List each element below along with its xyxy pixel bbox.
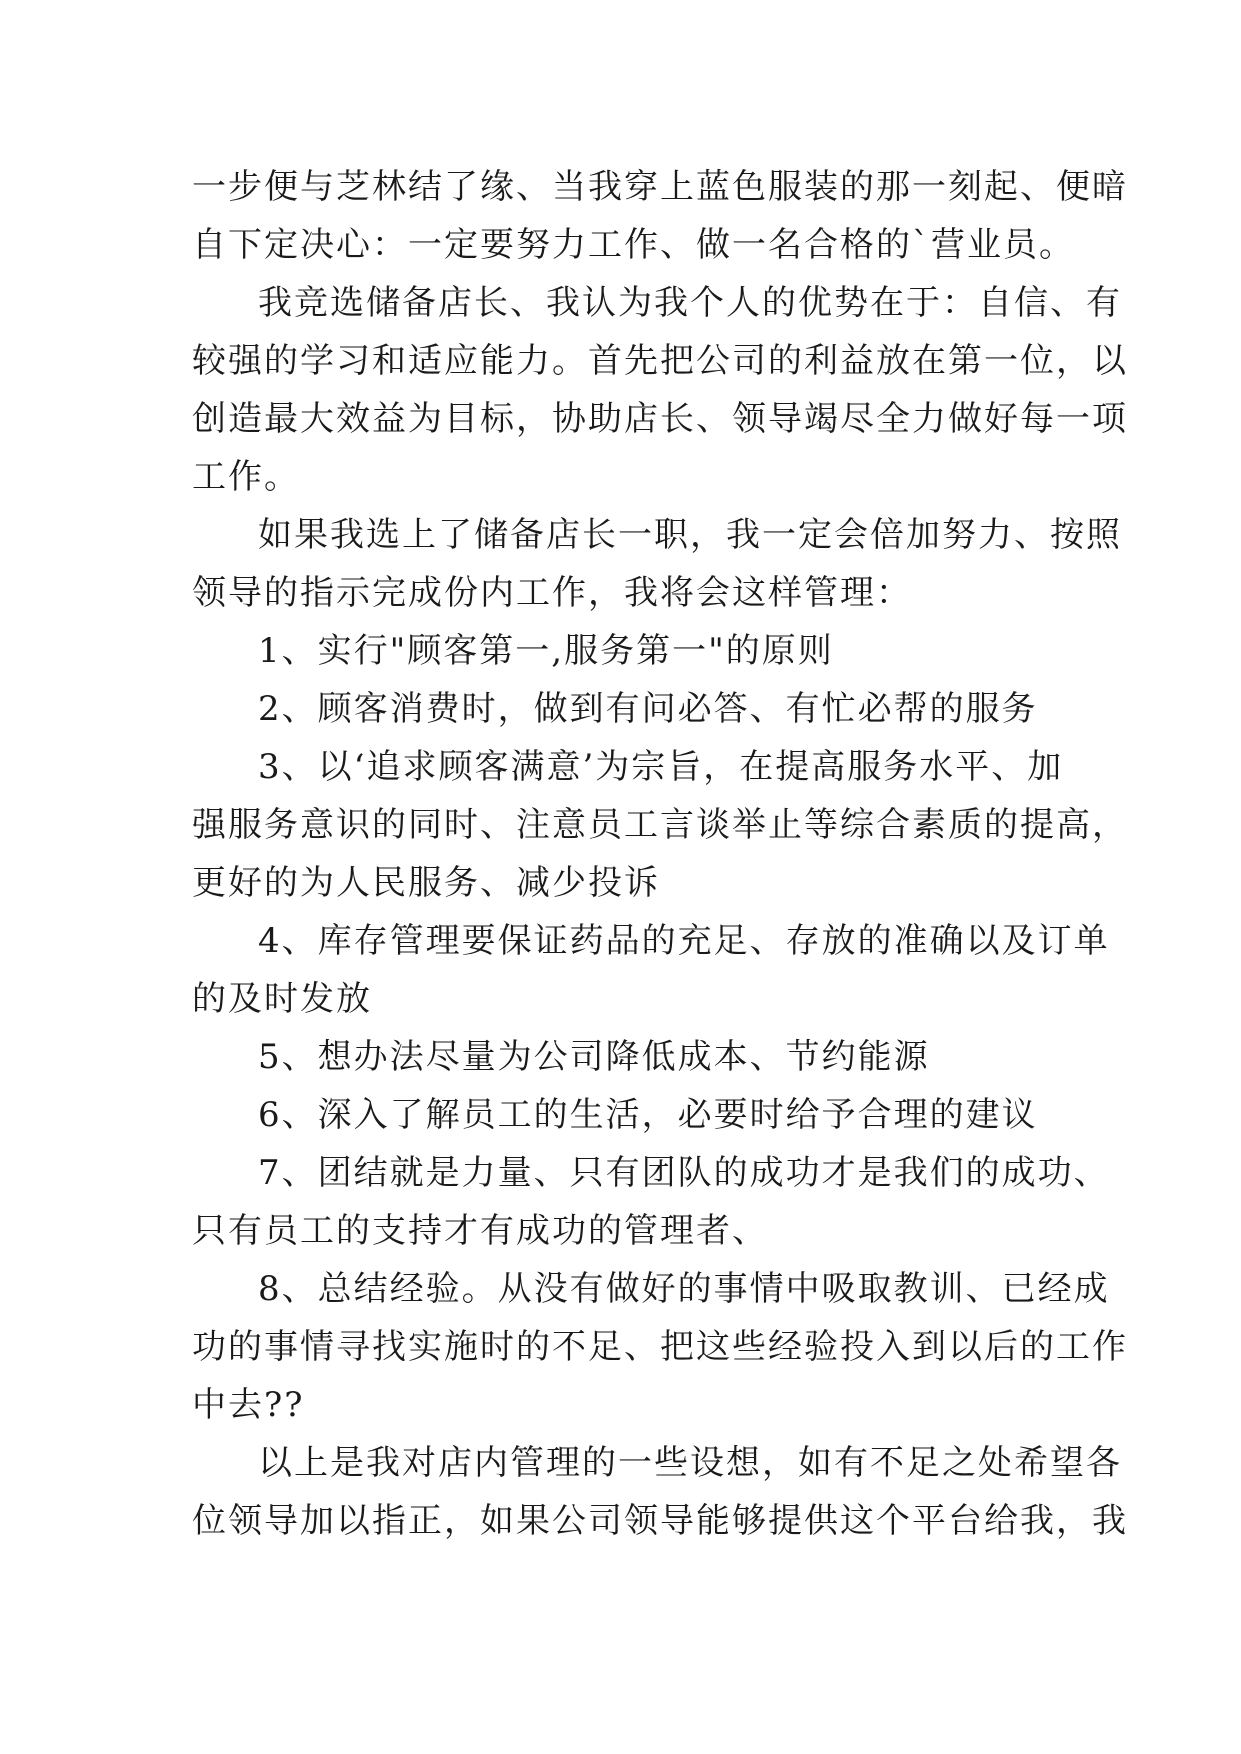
- list-item: 3、以‘追求顾客满意’为宗旨，在提高服务水平、加: [258, 747, 1064, 787]
- text-line: 以上是我对店内管理的一些设想，如有不足之处希望各: [258, 1443, 1122, 1483]
- text-line: 工作。: [192, 457, 300, 497]
- text-line: 位领导加以指正，如果公司领导能够提供这个平台给我，我: [192, 1501, 1128, 1541]
- body-text: [192, 158, 1128, 1550]
- list-item: 8、总结经验。从没有做好的事情中吸取教训、已经成: [258, 1269, 1110, 1309]
- text-line: 强服务意识的同时、注意员工言谈举止等综合素质的提高，: [192, 805, 1128, 845]
- text-line: 的及时发放: [192, 979, 372, 1019]
- text-line: 功的事情寻找实施时的不足、把这些经验投入到以后的工作: [192, 1327, 1128, 1367]
- list-item: 4、库存管理要保证药品的充足、存放的准确以及订单: [258, 921, 1110, 961]
- text-line: 更好的为人民服务、减少投诉: [192, 863, 660, 903]
- list-item: 7、团结就是力量、只有团队的成功才是我们的成功、: [258, 1153, 1110, 1193]
- text-line: 只有员工的支持才有成功的管理者、: [192, 1211, 768, 1251]
- text-line: 自下定决心：一定要努力工作、做一名合格的`营业员。: [192, 225, 1075, 265]
- text-line: 我竞选储备店长、我认为我个人的优势在于：自信、有: [258, 283, 1122, 323]
- text-line: 一步便与芝林结了缘、当我穿上蓝色服装的那一刻起、便暗: [192, 167, 1128, 207]
- text-line: 较强的学习和适应能力。首先把公司的利益放在第一位，以: [192, 341, 1128, 381]
- list-item: 1、实行"顾客第一,服务第一"的原则: [258, 631, 834, 671]
- text-line: 创造最大效益为目标，协助店长、领导竭尽全力做好每一项: [192, 399, 1128, 439]
- text-line: 领导的指示完成份内工作，我将会这样管理：: [192, 573, 912, 613]
- text-line: 中去??: [192, 1385, 305, 1425]
- text-line: 如果我选上了储备店长一职，我一定会倍加努力、按照: [258, 515, 1122, 555]
- list-item: 6、深入了解员工的生活，必要时给予合理的建议: [258, 1095, 1038, 1135]
- list-item: 2、顾客消费时，做到有问必答、有忙必帮的服务: [258, 689, 1038, 729]
- list-item: 5、想办法尽量为公司降低成本、节约能源: [258, 1037, 930, 1077]
